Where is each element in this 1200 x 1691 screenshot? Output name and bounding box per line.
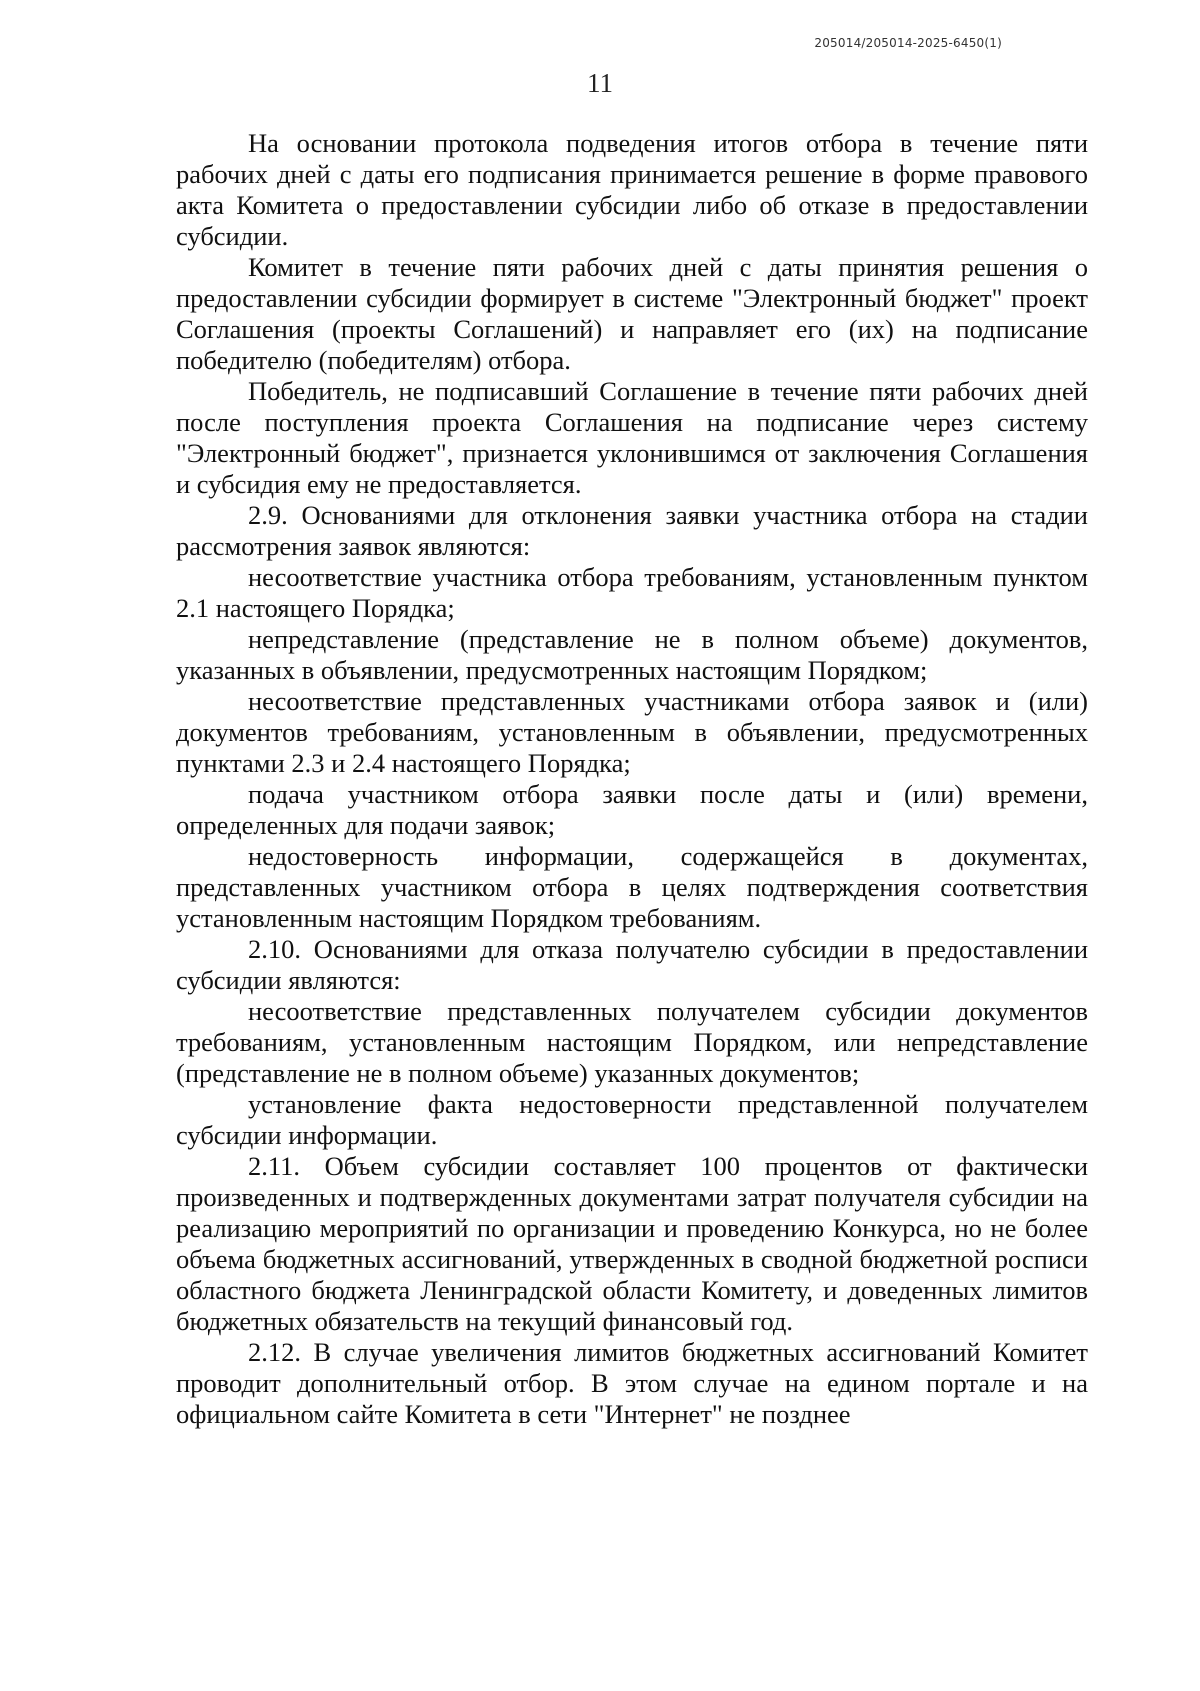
paragraph: 2.11. Объем субсидии составляет 100 процентов от фактически произведенных и подтвержденных документами затрат получателя субсидии на реализацию мероприятий по организации и проведению Конкурса, но не более объема бюджетных ассигнований, утвержденных в сводной бюджетной росписи областного бюджета Ленинградской области Комитету, и доведенных лимитов бюджетных обязательств на текущий финансовый год.: [176, 1151, 1088, 1336]
document-id: 205014/205014-2025-6450(1): [814, 36, 1002, 50]
paragraph: недостоверность информации, содержащейся в документах, представленных участником отбора в целях подтверждения соответствия установленным настоящим Порядком требованиям.: [176, 841, 1088, 933]
paragraph: подача участником отбора заявки после даты и (или) времени, определенных для подачи заявок;: [176, 779, 1088, 840]
paragraph: установление факта недостоверности представленной получателем субсидии информации.: [176, 1089, 1088, 1150]
paragraph: 2.9. Основаниями для отклонения заявки участника отбора на стадии рассмотрения заявок являются:: [176, 500, 1088, 561]
paragraph: несоответствие представленных получателем субсидии документов требованиям, установленным настоящим Порядком, или непредставление (представление не в полном объеме) указанных документов;: [176, 996, 1088, 1088]
paragraph: Комитет в течение пяти рабочих дней с даты принятия решения о предоставлении субсидии формирует в системе "Электронный бюджет" проект Соглашения (проекты Соглашений) и направляет его (их) на подписание победителю (победителям) отбора.: [176, 252, 1088, 375]
paragraph: несоответствие представленных участниками отбора заявок и (или) документов требованиям, установленным в объявлении, предусмотренных пунктами 2.3 и 2.4 настоящего Порядка;: [176, 686, 1088, 778]
paragraph: несоответствие участника отбора требованиям, установленным пунктом 2.1 настоящего Порядка;: [176, 562, 1088, 623]
paragraph: Победитель, не подписавший Соглашение в течение пяти рабочих дней после поступления проекта Соглашения на подписание через систему "Электронный бюджет", признается уклонившимся от заключения Соглашения и субсидия ему не предоставляется.: [176, 376, 1088, 499]
paragraph: 2.10. Основаниями для отказа получателю субсидии в предоставлении субсидии являются:: [176, 934, 1088, 995]
paragraph: На основании протокола подведения итогов отбора в течение пяти рабочих дней с даты его подписания принимается решение в форме правового акта Комитета о предоставлении субсидии либо об отказе в предоставлении субсидии.: [176, 128, 1088, 251]
paragraph: 2.12. В случае увеличения лимитов бюджетных ассигнований Комитет проводит дополнительный отбор. В этом случае на едином портале и на официальном сайте Комитета в сети "Интернет" не позднее: [176, 1337, 1088, 1429]
paragraph: непредставление (представление не в полном объеме) документов, указанных в объявлении, предусмотренных настоящим Порядком;: [176, 624, 1088, 685]
page-number: 11: [587, 68, 613, 98]
document-body: [176, 128, 1088, 1430]
